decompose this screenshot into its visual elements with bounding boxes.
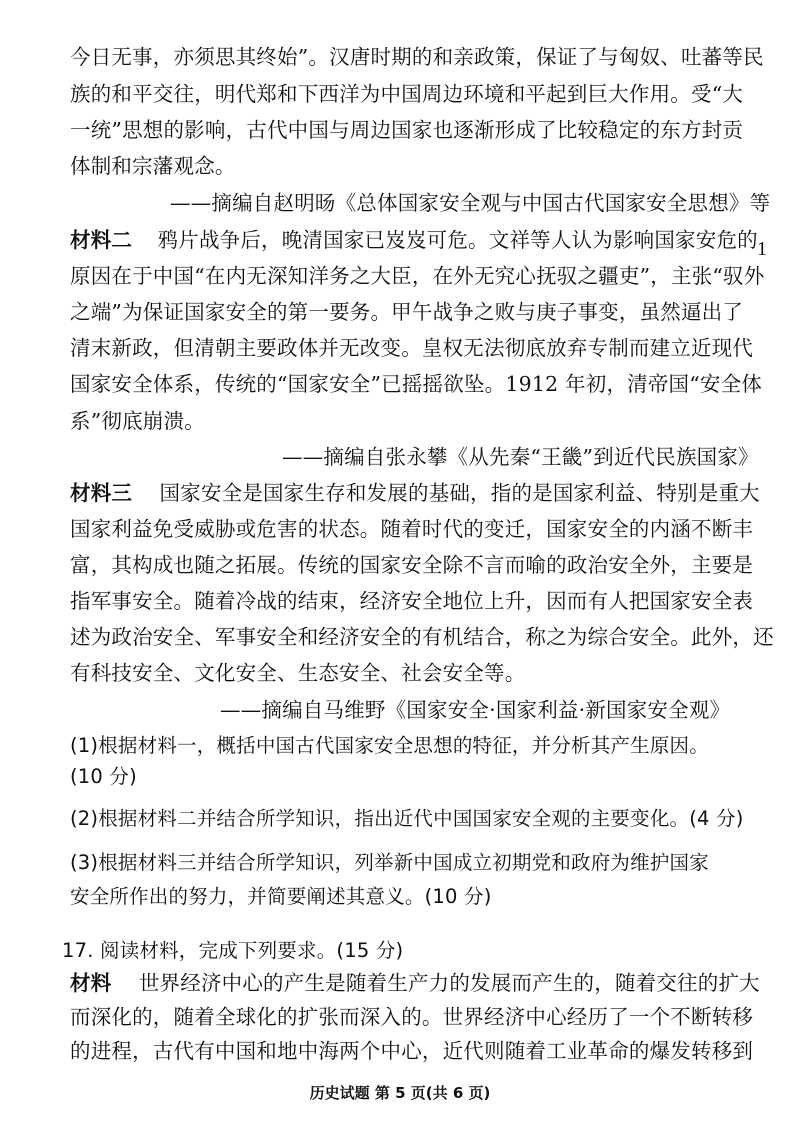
material-two-label: 材料二 <box>70 228 133 252</box>
material-one-line-2: 族的和平交往，明代郑和下西洋为中国周边环境和平起到巨大作用。受“大 <box>70 82 744 106</box>
material-three-line-1: 国家安全是国家生存和发展的基础，指的是国家利益、特别是重大 <box>159 481 760 505</box>
question-1-line-2: (10 分) <box>70 765 137 788</box>
material-three-line-5: 述为政治安全、军事安全和经济安全的有机结合，称之为综合安全。此外，还 <box>70 625 774 649</box>
material-one-line-4: 体制和宗藩观念。 <box>70 154 236 178</box>
material-three-line-6: 有科技安全、文化安全、生态安全、社会安全等。 <box>70 661 526 685</box>
material-three-source: ——摘编自马维野《国家安全·国家利益·新国家安全观》 <box>220 698 731 722</box>
question-17-first-line <box>70 970 760 996</box>
material-two-line-5: 国家安全体系，传统的“国家安全”已摇摇欲坠。1912 年初，清帝国“安全体 <box>70 372 763 396</box>
question-1-line-1: (1)根据材料一，概括中国古代国家安全思想的特征，并分析其产生原因。 <box>70 734 709 757</box>
material-two-line-1: 鸦片战争后，晚清国家已岌岌可危。文祥等人认为影响国家安危的 <box>157 228 758 252</box>
material-two-line-6: 系”彻底崩溃。 <box>70 409 205 433</box>
material-one-line-1: 今日无事，亦须思其终始”。汉唐时期的和亲政策，保证了与匈奴、吐蕃等民 <box>70 45 764 69</box>
question-3-line-2: 安全所作出的努力，并简要阐述其意义。(10 分) <box>70 885 492 908</box>
material-three-line-2: 国家利益免受威胁或危害的状态。随着时代的变迁，国家安全的内涵不断丰 <box>70 517 754 541</box>
question-17-line-2: 而深化的，随着全球化的扩张而深入的。世界经济中心经历了一个不断转移 <box>70 1005 754 1029</box>
material-one-line-3: 一统”思想的影响，古代中国与周边国家也逐渐形成了比较稳定的东方封贡 <box>70 118 744 142</box>
question-17-line-1: 世界经济中心的产生是随着生产力的发展而产生的，随着交往的扩大 <box>138 971 760 995</box>
material-three-first-line <box>70 480 760 506</box>
question-3-line-1: (3)根据材料三并结合所学知识，列举新中国成立初期党和政府为维护国家 <box>70 851 709 874</box>
material-three-line-4: 指军事安全。随着冷战的结束，经济安全地位上升，因而有人把国家安全表 <box>70 589 754 613</box>
question-2: (2)根据材料二并结合所学知识，指出近代中国国家安全观的主要变化。(4 分) <box>70 807 744 830</box>
material-two-line-3: 之端”为保证国家安全的第一要务。甲午战争之败与庚子事变，虽然逼出了 <box>70 300 744 324</box>
question-17-material-label: 材料 <box>70 971 112 995</box>
question-17-title: 17. 阅读材料，完成下列要求。(15 分) <box>62 939 404 962</box>
material-three-line-3: 富，其构成也随之拓展。传统的国家安全除不言而喻的政治安全外，主要是 <box>70 553 754 577</box>
page-footer: 历史试题 第 5 页(共 6 页) <box>309 1084 491 1102</box>
material-two-source: ——摘编自张永攀《从先秦“王畿”到近代民族国家》 <box>282 445 759 469</box>
question-17-line-3: 的进程，古代有中国和地中海两个中心，近代则随着工业革命的爆发转移到 <box>70 1039 754 1063</box>
material-one-source: ——摘编自赵明旸《总体国家安全观与中国古代国家安全思想》等 <box>170 191 771 215</box>
material-two-line-2: 原因在于中国“在内无深知洋务之大臣，在外无究心抚驭之疆吏”，主张“驭外 <box>70 264 765 288</box>
side-number: 1 <box>757 238 767 260</box>
material-three-label: 材料三 <box>70 481 133 505</box>
material-two-first-line <box>70 227 758 253</box>
material-two-line-4: 清末新政，但清朝主要政体并无改变。皇权无法彻底放弃专制而建立近现代 <box>70 336 754 360</box>
